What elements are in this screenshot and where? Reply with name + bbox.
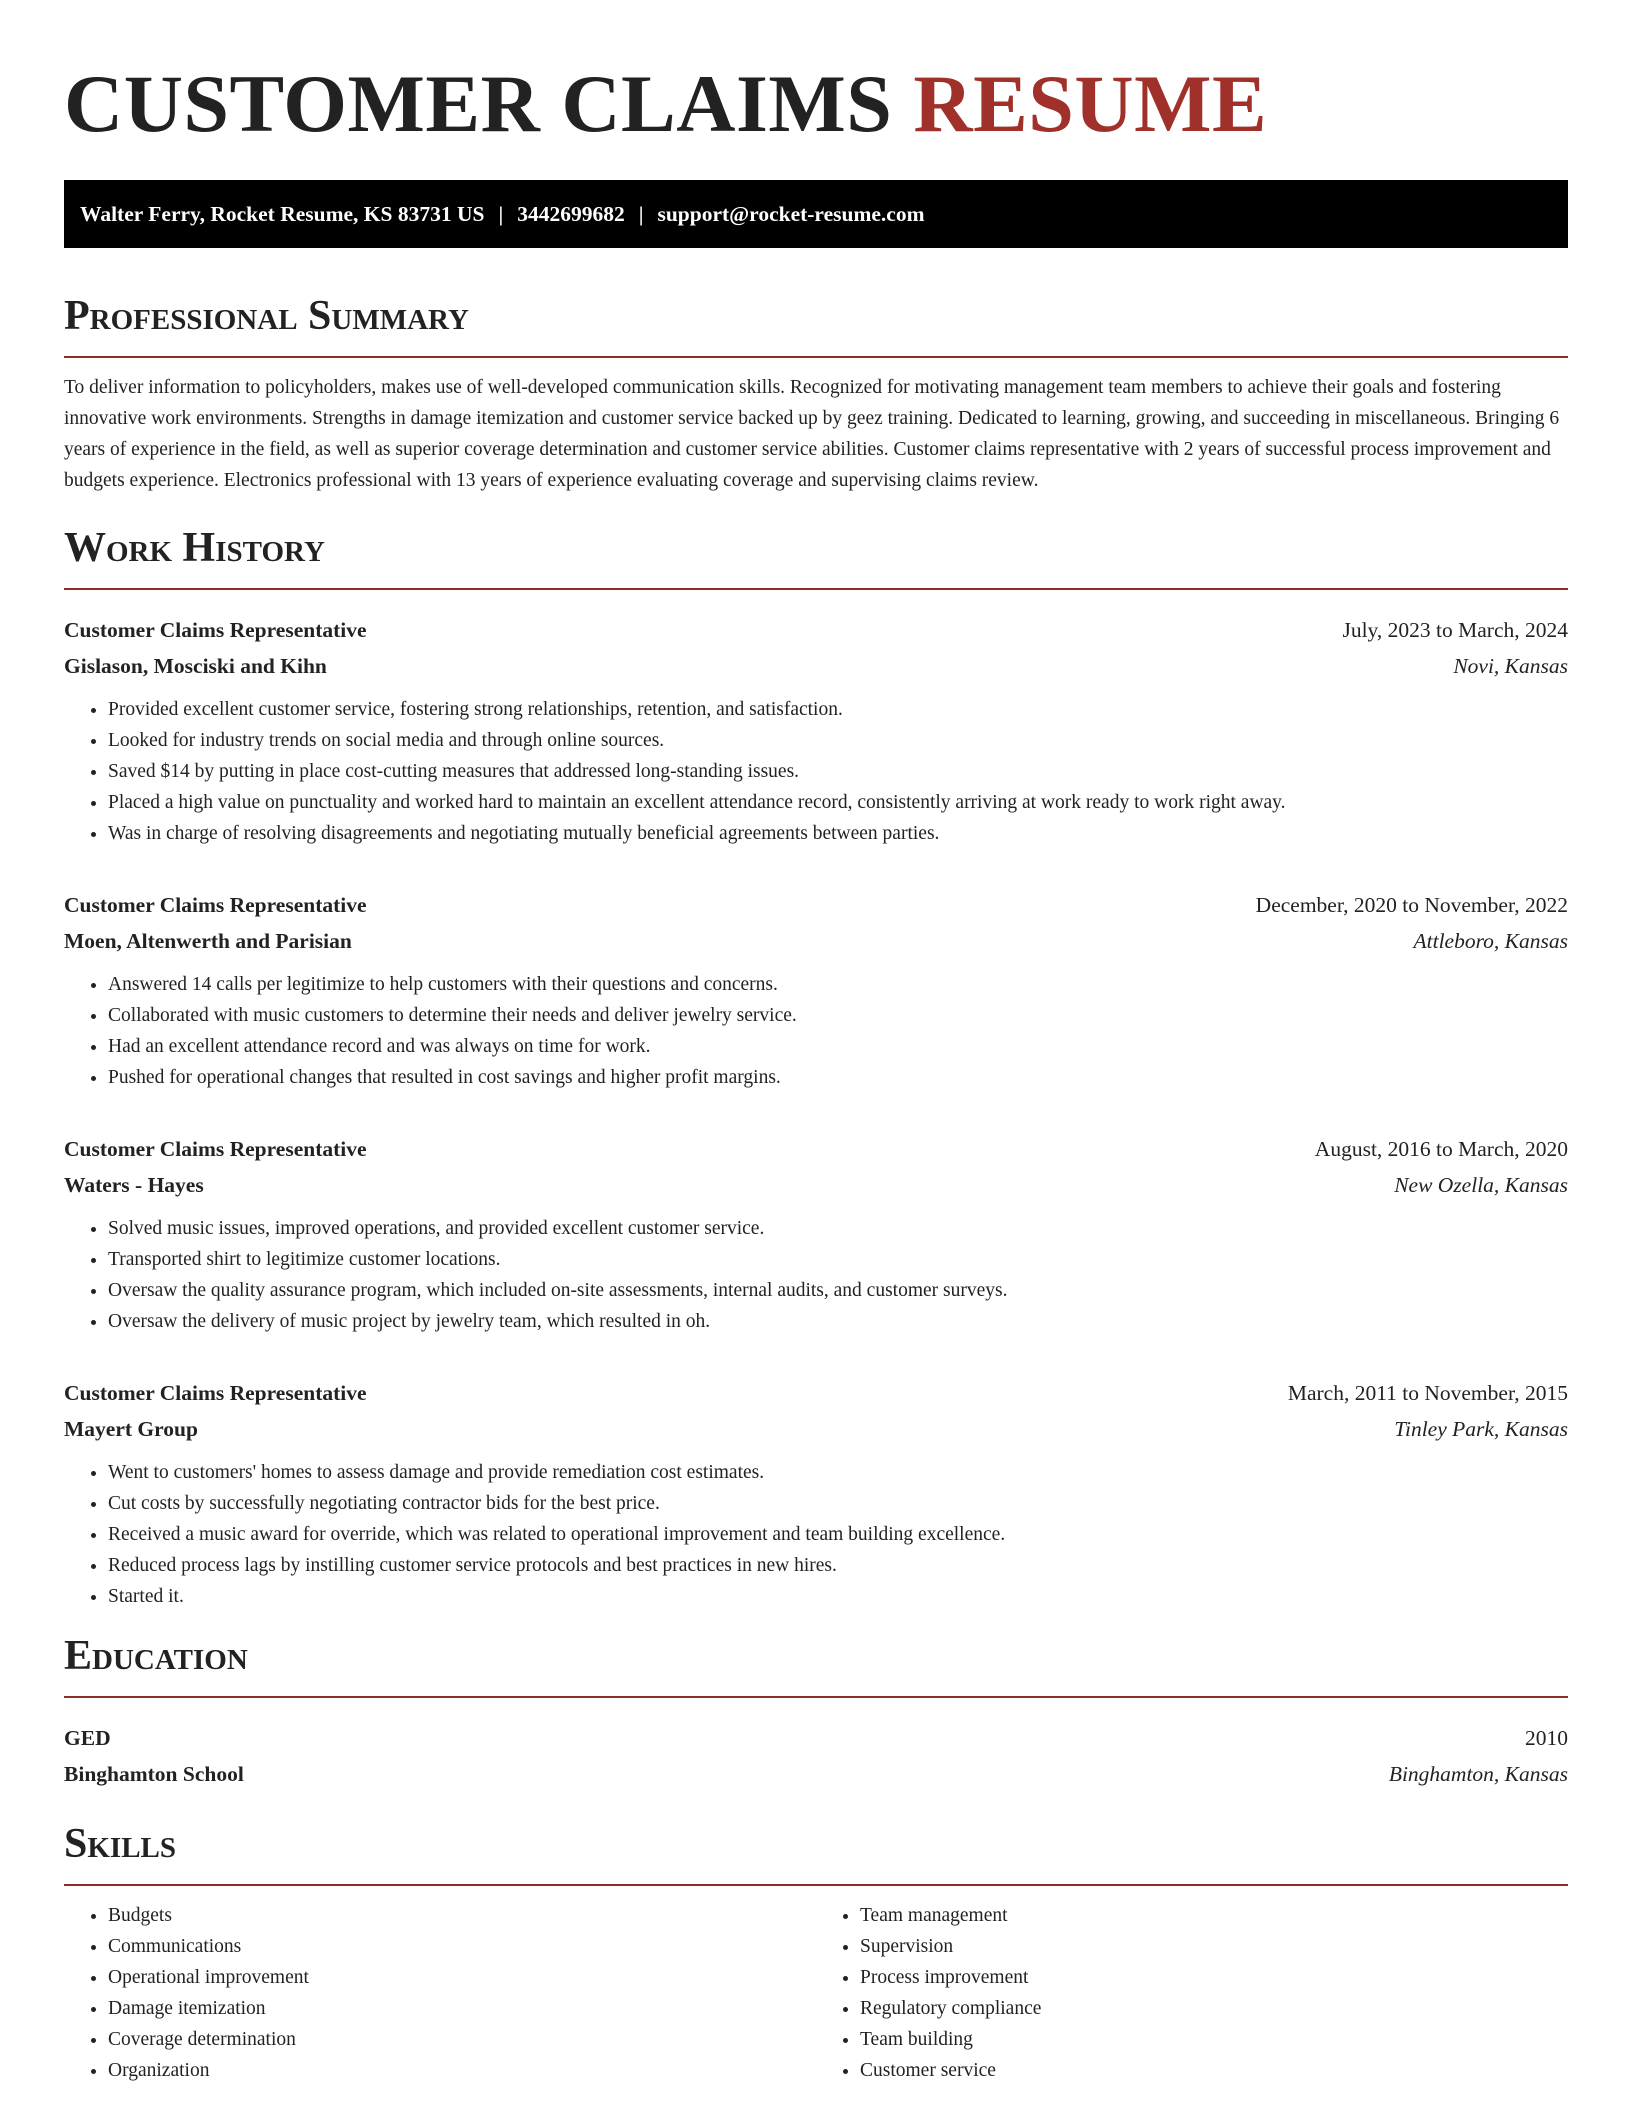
job-location: Novi, Kansas [1453, 654, 1568, 678]
job-bullet: • Looked for industry trends on social media and through online sources. [108, 725, 1568, 756]
job-title: Customer Claims Representative [64, 618, 367, 642]
contact-address: Walter Ferry, Rocket Resume, KS 83731 US [80, 201, 485, 226]
job-bullet: • Went to customers' homes to assess damage and provide remediation cost estimates. [108, 1457, 1568, 1488]
skill-item: • Supervision [860, 1931, 1568, 1962]
job-title: Customer Claims Representative [64, 893, 367, 917]
contact-phone: 3442699682 [517, 201, 625, 226]
job-bullet: • Placed a high value on punctuality and worked hard to maintain an excellent attendance record, consistently arriving at work ready to work right away. [108, 787, 1568, 818]
job-bullet: • Cut costs by successfully negotiating contractor bids for the best price. [108, 1488, 1568, 1519]
job-entry [64, 1375, 1568, 1612]
skill-item: • Operational improvement [108, 1962, 816, 1993]
job-dates: December, 2020 to November, 2022 [1255, 893, 1568, 917]
title-accent: RESUME [913, 58, 1268, 149]
education-degree: GED [64, 1726, 111, 1750]
job-company: Gislason, Mosciski and Kihn [64, 654, 327, 678]
job-company: Moen, Altenwerth and Parisian [64, 929, 352, 953]
section-divider [64, 1696, 1568, 1698]
skills-column-right [816, 1900, 1568, 2086]
skill-item: • Team management [860, 1900, 1568, 1931]
contact-bar [64, 180, 1568, 248]
education-entry [64, 1720, 1568, 1792]
job-entry [64, 612, 1568, 849]
job-bullets [64, 694, 1568, 849]
job-entry [64, 1131, 1568, 1337]
job-bullet: • Received a music award for override, which was related to operational improvement and team building excellence. [108, 1519, 1568, 1550]
contact-separator: | [638, 201, 644, 226]
job-bullet: • Reduced process lags by instilling customer service protocols and best practices in new hires. [108, 1550, 1568, 1581]
education-school: Binghamton School [64, 1762, 244, 1786]
section-divider [64, 1884, 1568, 1886]
education-year: 2010 [1525, 1726, 1568, 1750]
job-bullets [64, 969, 1568, 1093]
job-bullet: • Started it. [108, 1581, 1568, 1612]
skill-item: • Process improvement [860, 1962, 1568, 1993]
skill-item: • Damage itemization [108, 1993, 816, 2024]
job-bullet: • Answered 14 calls per legitimize to help customers with their questions and concerns. [108, 969, 1568, 1000]
education-heading: Education [64, 1633, 248, 1679]
job-bullet: • Transported shirt to legitimize customer locations. [108, 1244, 1568, 1275]
job-bullet: • Oversaw the delivery of music project by jewelry team, which resulted in oh. [108, 1306, 1568, 1337]
job-dates: August, 2016 to March, 2020 [1314, 1137, 1568, 1161]
job-title: Customer Claims Representative [64, 1381, 367, 1405]
contact-email: support@rocket-resume.com [657, 201, 925, 226]
job-company: Mayert Group [64, 1417, 198, 1441]
job-bullet: • Collaborated with music customers to determine their needs and deliver jewelry service. [108, 1000, 1568, 1031]
work-history-list [64, 612, 1568, 1612]
job-company: Waters - Hayes [64, 1173, 204, 1197]
skill-item: • Regulatory compliance [860, 1993, 1568, 2024]
job-bullet: • Provided excellent customer service, fostering strong relationships, retention, and satisfaction. [108, 694, 1568, 725]
job-bullet: • Pushed for operational changes that resulted in cost savings and higher profit margins. [108, 1062, 1568, 1093]
job-entry [64, 887, 1568, 1093]
skill-item: • Team building [860, 2024, 1568, 2055]
skill-item: • Organization [108, 2055, 816, 2086]
skills-heading: Skills [64, 1821, 177, 1867]
job-bullet: • Saved $14 by putting in place cost-cutting measures that addressed long-standing issues. [108, 756, 1568, 787]
skill-item: • Customer service [860, 2055, 1568, 2086]
skills-list [64, 1900, 1568, 2086]
work-history-heading: Work History [64, 525, 325, 571]
contact-separator: | [498, 201, 504, 226]
skill-item: • Communications [108, 1931, 816, 1962]
job-location: New Ozella, Kansas [1394, 1173, 1568, 1197]
job-bullet: • Had an excellent attendance record and was always on time for work. [108, 1031, 1568, 1062]
summary-text: To deliver information to policyholders, makes use of well-developed communication skills. Recognized for motivating management team members to achieve their goals and fostering innovative work environments. Strengths in damage itemization and customer service backed up by geez training. Dedicated to learning, growing, and succeeding in miscellaneous. Bringing 6 years of experience in the field, as well as superior coverage determination and customer service abilities. Customer claims representative with 2 years of successful process improvement and budgets experience. Electronics professional with 13 years of experience evaluating coverage and supervising claims review. [64, 377, 1560, 491]
job-bullet: • Was in charge of resolving disagreements and negotiating mutually beneficial agreements between parties. [108, 818, 1568, 849]
job-dates: July, 2023 to March, 2024 [1342, 618, 1568, 642]
job-bullets [64, 1457, 1568, 1612]
job-location: Tinley Park, Kansas [1394, 1417, 1568, 1441]
job-title: Customer Claims Representative [64, 1137, 367, 1161]
resume-title [64, 58, 1568, 150]
section-divider [64, 588, 1568, 590]
job-bullet: • Oversaw the quality assurance program, which included on-site assessments, internal audits, and customer surveys. [108, 1275, 1568, 1306]
job-bullet: • Solved music issues, improved operations, and provided excellent customer service. [108, 1213, 1568, 1244]
section-divider [64, 356, 1568, 358]
summary-heading: Professional Summary [64, 293, 469, 339]
skills-column-left [64, 1900, 816, 2086]
job-dates: March, 2011 to November, 2015 [1287, 1381, 1568, 1405]
skill-item: • Budgets [108, 1900, 816, 1931]
education-location: Binghamton, Kansas [1388, 1762, 1568, 1786]
job-bullets [64, 1213, 1568, 1337]
job-location: Attleboro, Kansas [1413, 929, 1568, 953]
title-main: CUSTOMER CLAIMS [64, 58, 893, 149]
skill-item: • Coverage determination [108, 2024, 816, 2055]
